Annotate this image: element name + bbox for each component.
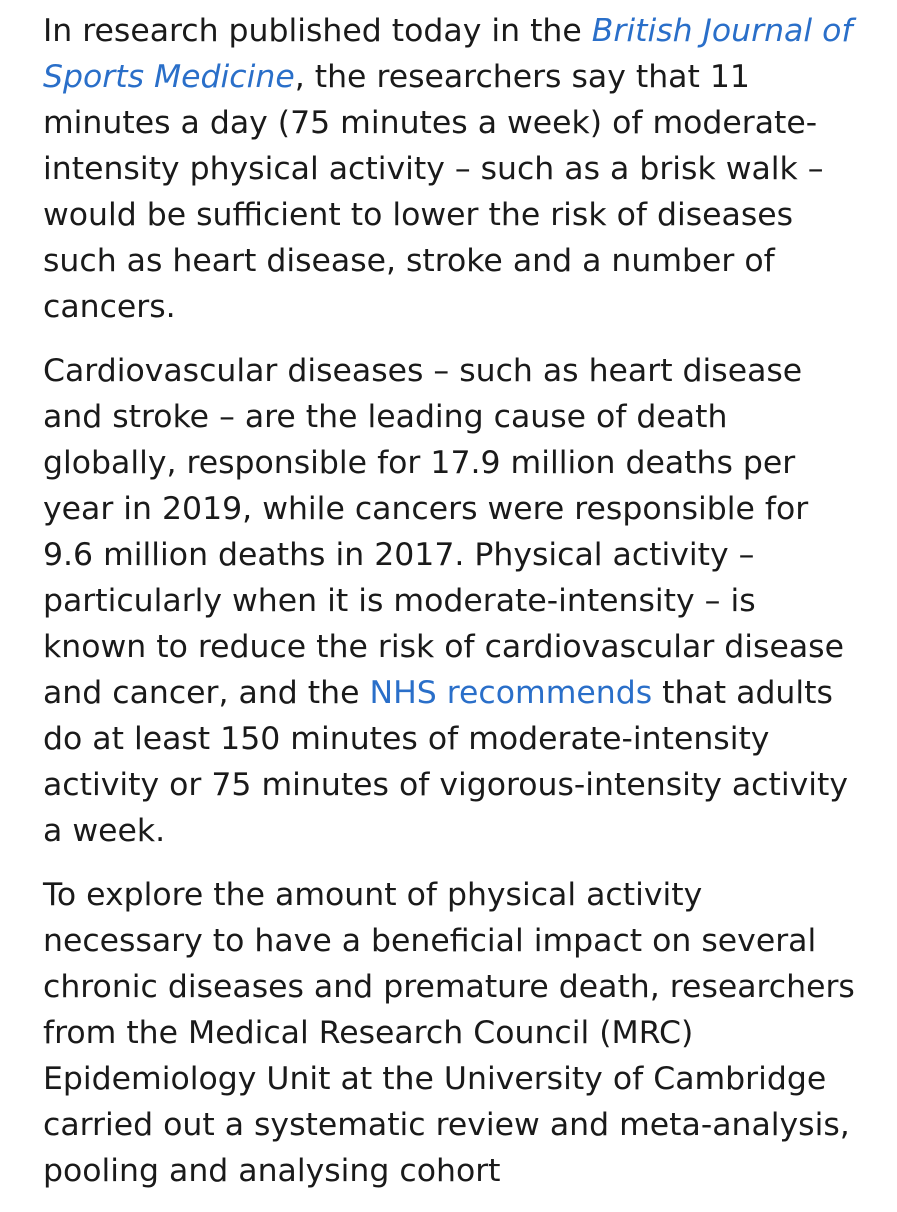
paragraph-1-text-2: , the researchers say that 11 minutes a day (75 minutes a week) of moderate-intensity physical activity – such as a brisk walk – would be sufficient to lower the risk of diseases such as heart disease, stroke and a number of cancers. [43, 59, 824, 325]
journal-link[interactable]: British Journal of Sports Medicine [43, 13, 853, 95]
paragraph-2 [43, 348, 863, 854]
paragraph-1-text-1: In research published today in the [43, 13, 592, 49]
article-body [43, 8, 863, 1212]
paragraph-2-text-1: Cardiovascular diseases – such as heart disease and stroke – are the leading cause of death globally, responsible for 17.9 million deaths per year in 2019, while cancers were responsible for 9.6 million deaths in 2017. Physical activity – particularly when it is moderate-intensity – is known to reduce the risk of cardiovascular disease and cancer, and the [43, 353, 844, 711]
nhs-recommends-link[interactable]: NHS recommends [369, 675, 653, 711]
paragraph-3-text-1: To explore the amount of physical activity necessary to have a beneficial impact on several chronic diseases and premature death, researchers from the Medical Research Council (MRC) Epidemiology Unit at the University of Cambridge carried out a systematic review and meta-analysis, pooling and analysing cohort [43, 877, 855, 1189]
paragraph-3 [43, 872, 863, 1194]
paragraph-1 [43, 8, 863, 330]
paragraph-2-text-2: that adults do at least 150 minutes of moderate-intensity activity or 75 minutes of vigorous-intensity activity a week. [43, 675, 848, 849]
